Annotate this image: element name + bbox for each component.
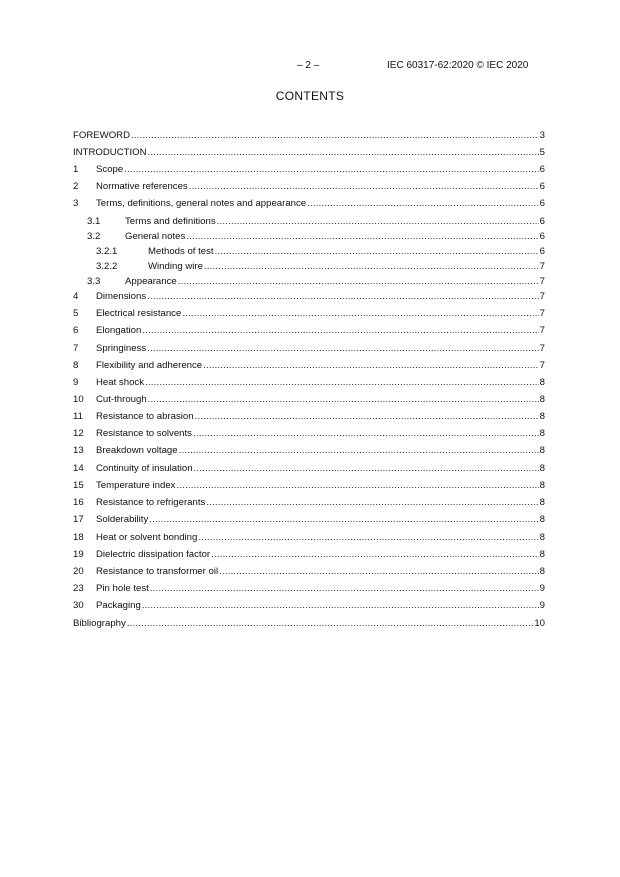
toc-entry-number: 23 [73, 583, 84, 594]
toc-entry-page: 6 [539, 164, 545, 175]
toc-dot-leader [206, 497, 538, 508]
toc-dot-leader [186, 231, 538, 242]
toc-entry-page: 8 [539, 463, 545, 474]
header-page-number: – 2 – [297, 60, 320, 71]
toc-entry-number: 18 [73, 532, 84, 543]
toc-entry-page: 8 [539, 428, 545, 439]
toc-dot-leader [147, 291, 539, 302]
toc-entry[interactable] [73, 164, 545, 175]
toc-entry-page: 7 [539, 308, 545, 319]
toc-dot-leader [203, 360, 539, 371]
toc-entry[interactable] [73, 394, 545, 405]
toc-entry-label: FOREWORD [73, 130, 131, 141]
toc-dot-leader [149, 514, 538, 525]
toc-entry[interactable] [73, 276, 545, 287]
toc-entry[interactable] [73, 231, 545, 242]
toc-entry-page: 7 [539, 343, 545, 354]
toc-entry-label: Breakdown voltage [96, 445, 178, 456]
toc-entry-label: Temperature index [96, 480, 176, 491]
toc-entry[interactable] [73, 566, 545, 577]
toc-entry-page: 6 [539, 231, 545, 242]
toc-entry-label: Heat or solvent bonding [96, 532, 198, 543]
toc-entry-page: 8 [539, 549, 545, 560]
toc-dot-leader [148, 394, 539, 405]
toc-entry-page: 6 [539, 216, 545, 227]
toc-entry[interactable] [73, 480, 545, 491]
toc-entry-label: Resistance to transformer oil [96, 566, 219, 577]
toc-entry-label: Continuity of insulation [96, 463, 193, 474]
toc-entry-number: 6 [73, 325, 79, 336]
toc-entry-page: 6 [539, 181, 545, 192]
toc-dot-leader [148, 147, 539, 158]
toc-entry-page: 8 [539, 514, 545, 525]
toc-entry[interactable] [73, 583, 545, 594]
toc-entry[interactable] [73, 360, 545, 371]
toc-entry[interactable] [73, 261, 545, 272]
toc-entry-page: 9 [539, 600, 545, 611]
toc-entry-number: 3.2 [87, 231, 101, 242]
toc-entry[interactable] [73, 246, 545, 257]
toc-entry-number: 20 [73, 566, 84, 577]
toc-dot-leader [215, 246, 539, 257]
toc-entry-page: 7 [539, 360, 545, 371]
toc-entry-label: Terms, definitions, general notes and appearance [96, 198, 307, 209]
toc-entry-page: 8 [539, 411, 545, 422]
toc-entry[interactable] [73, 497, 545, 508]
toc-entry[interactable] [73, 618, 545, 629]
toc-entry-number: 3.3 [87, 276, 101, 287]
toc-entry-number: 17 [73, 514, 84, 525]
toc-entry-page: 3 [539, 130, 545, 141]
toc-dot-leader [145, 377, 539, 388]
toc-entry[interactable] [73, 377, 545, 388]
toc-entry-number: 15 [73, 480, 84, 491]
toc-entry[interactable] [73, 532, 545, 543]
toc-entry-label: Pin hole test [96, 583, 149, 594]
toc-entry-label: Packaging [96, 600, 141, 611]
toc-entry-number: 3.2.1 [96, 246, 118, 257]
toc-dot-leader [179, 445, 539, 456]
toc-entry-label: Dimensions [96, 291, 147, 302]
toc-entry-page: 8 [539, 532, 545, 543]
toc-entry[interactable] [73, 130, 545, 141]
toc-entry-number: 12 [73, 428, 84, 439]
toc-entry-page: 7 [539, 261, 545, 272]
toc-entry[interactable] [73, 216, 545, 227]
toc-entry-page: 6 [539, 246, 545, 257]
toc-dot-leader [198, 532, 538, 543]
toc-entry[interactable] [73, 411, 545, 422]
toc-entry-number: 30 [73, 600, 84, 611]
toc-entry-page: 8 [539, 445, 545, 456]
toc-entry[interactable] [73, 549, 545, 560]
toc-entry-number: 3.2.2 [96, 261, 118, 272]
toc-entry[interactable] [73, 600, 545, 611]
toc-entry-label: Elongation [96, 325, 142, 336]
toc-dot-leader [189, 181, 539, 192]
toc-entry-label: Terms and definitions [125, 216, 216, 227]
toc-dot-leader [178, 276, 539, 287]
toc-entry-page: 8 [539, 480, 545, 491]
toc-entry[interactable] [73, 428, 545, 439]
toc-entry[interactable] [73, 147, 545, 158]
toc-entry-number: 19 [73, 549, 84, 560]
header-standard-id: IEC 60317-62:2020 © IEC 2020 [387, 60, 529, 71]
toc-dot-leader [142, 600, 539, 611]
toc-dot-leader [182, 308, 538, 319]
toc-dot-leader [204, 261, 539, 272]
toc-entry[interactable] [73, 308, 545, 319]
toc-dot-leader [307, 198, 539, 209]
toc-entry-number: 5 [73, 308, 79, 319]
toc-entry-label: Solderability [96, 514, 149, 525]
toc-dot-leader [131, 130, 539, 141]
page-title: CONTENTS [275, 89, 345, 103]
toc-dot-leader [150, 583, 539, 594]
toc-entry-label: Heat shock [96, 377, 144, 388]
toc-entry-label: Flexibility and adherence [96, 360, 203, 371]
toc-dot-leader [217, 216, 539, 227]
toc-entry-label: Electrical resistance [96, 308, 182, 319]
toc-entry[interactable] [73, 181, 545, 192]
toc-entry-label: General notes [125, 231, 186, 242]
toc-entry-label: Resistance to abrasion [96, 411, 194, 422]
toc-entry-label: Resistance to refrigerants [96, 497, 206, 508]
toc-dot-leader [124, 164, 538, 175]
toc-entry-label: Methods of test [148, 246, 214, 257]
toc-entry-page: 7 [539, 276, 545, 287]
toc-dot-leader [219, 566, 539, 577]
toc-entry[interactable] [73, 514, 545, 525]
toc-entry-number: 3.1 [87, 216, 101, 227]
toc-dot-leader [142, 325, 538, 336]
toc-dot-leader [127, 618, 534, 629]
toc-entry-number: 16 [73, 497, 84, 508]
toc-entry-number: 7 [73, 343, 79, 354]
toc-entry-page: 9 [539, 583, 545, 594]
toc-entry-page: 8 [539, 566, 545, 577]
toc-dot-leader [211, 549, 539, 560]
toc-entry-label: Resistance to solvents [96, 428, 192, 439]
toc-entry-label: INTRODUCTION [73, 147, 147, 158]
toc-dot-leader [194, 463, 539, 474]
toc-dot-leader [195, 411, 539, 422]
toc-dot-leader [176, 480, 538, 491]
toc-entry[interactable] [73, 463, 545, 474]
toc-entry[interactable] [73, 445, 545, 456]
toc-entry-number: 10 [73, 394, 84, 405]
toc-entry[interactable] [73, 343, 545, 354]
toc-dot-leader [193, 428, 539, 439]
toc-entry-number: 3 [73, 198, 79, 209]
toc-entry-number: 14 [73, 463, 84, 474]
toc-entry-label: Bibliography [73, 618, 126, 629]
toc-entry-page: 8 [539, 394, 545, 405]
toc-entry-label: Scope [96, 164, 124, 175]
toc-entry-label: Cut-through [96, 394, 147, 405]
toc-entry-label: Springiness [96, 343, 147, 354]
toc-entry-page: 5 [539, 147, 545, 158]
toc-entry-label: Dielectric dissipation factor [96, 549, 211, 560]
toc-entry-label: Winding wire [148, 261, 203, 272]
toc-entry-label: Appearance [125, 276, 177, 287]
toc-entry[interactable] [73, 291, 545, 302]
toc-entry-page: 10 [534, 618, 545, 629]
toc-entry-number: 4 [73, 291, 79, 302]
toc-entry-label: Normative references [96, 181, 188, 192]
toc-entry-page: 6 [539, 198, 545, 209]
toc-entry-page: 7 [539, 291, 545, 302]
toc-entry-number: 9 [73, 377, 79, 388]
toc-dot-leader [147, 343, 539, 354]
toc-entry-number: 1 [73, 164, 79, 175]
toc-entry-number: 8 [73, 360, 79, 371]
toc-entry-number: 2 [73, 181, 79, 192]
toc-entry-page: 7 [539, 325, 545, 336]
toc-entry[interactable] [73, 198, 545, 209]
toc-entry-number: 11 [73, 411, 83, 422]
toc-entry-page: 8 [539, 377, 545, 388]
toc-entry[interactable] [73, 325, 545, 336]
toc-entry-number: 13 [73, 445, 84, 456]
toc-entry-page: 8 [539, 497, 545, 508]
